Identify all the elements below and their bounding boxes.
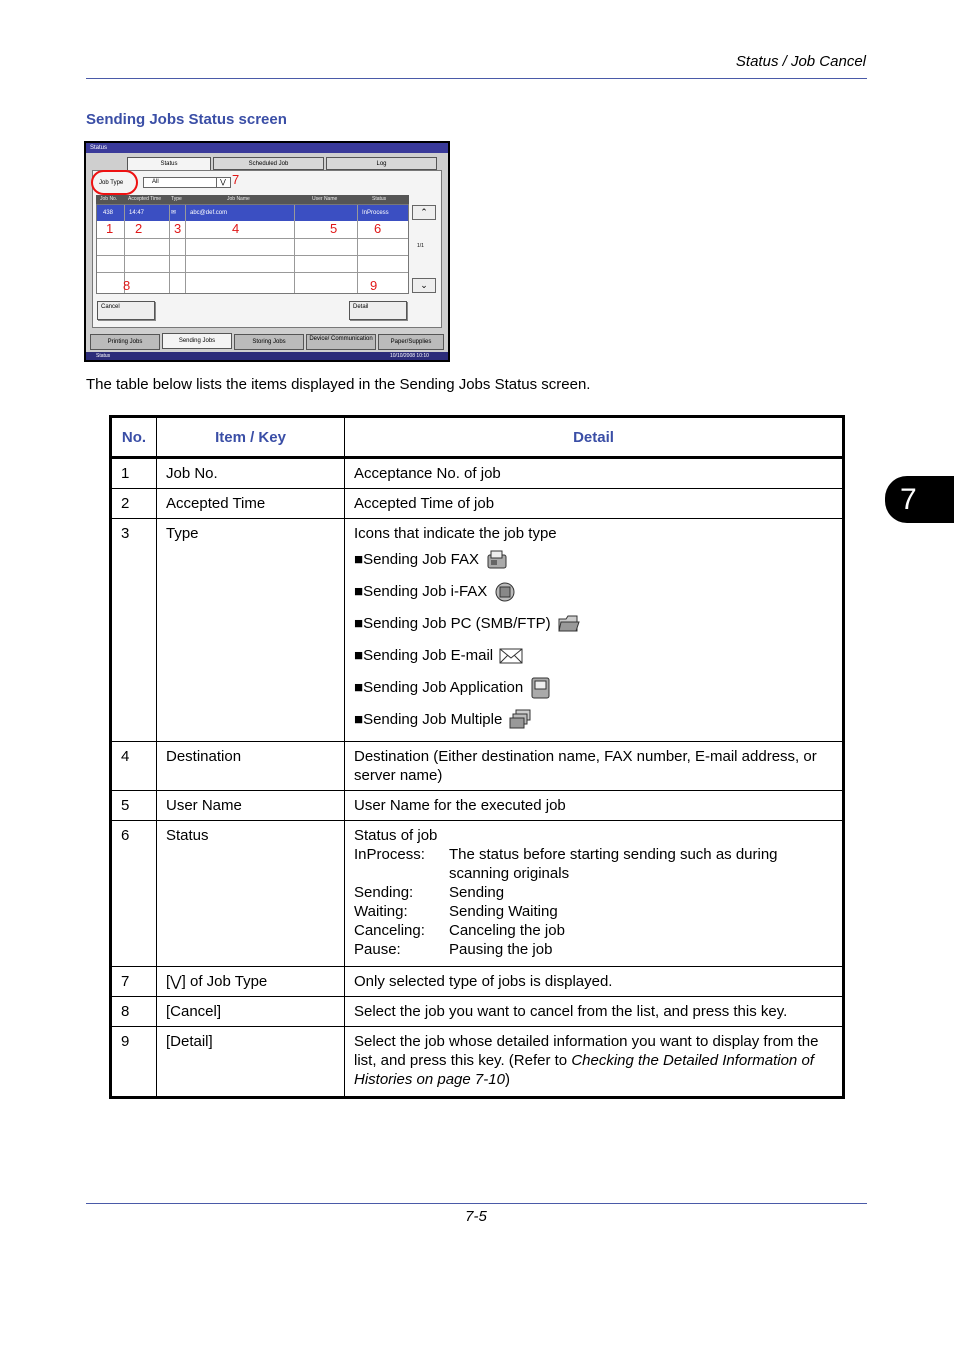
- detail-button[interactable]: Detail: [349, 301, 407, 320]
- status-entry: [354, 921, 833, 940]
- cell-no: 4: [111, 742, 157, 791]
- email-icon: [499, 645, 523, 667]
- tab-printing-jobs[interactable]: Printing Jobs: [90, 334, 160, 350]
- col-job-name: Job Name: [227, 196, 250, 202]
- chevron-down-icon: ⋁: [170, 973, 182, 989]
- scroll-up-button[interactable]: [412, 205, 436, 220]
- chapter-tab: 7: [885, 476, 954, 523]
- status-entry: [354, 902, 833, 921]
- status-value: Sending Waiting: [449, 903, 558, 920]
- status-key: Pause:: [354, 941, 401, 958]
- screen-titlebar: Status: [86, 143, 448, 153]
- icon-entry-label: Sending Job i-FAX: [363, 583, 488, 600]
- row-job-no: 438: [103, 210, 114, 216]
- cell-detail: Only selected type of jobs is displayed.: [345, 967, 844, 997]
- footer-rule: [86, 1203, 867, 1204]
- callout-7: 7: [232, 172, 240, 187]
- chevron-down-icon: ⌄: [420, 280, 428, 290]
- tab-paper-supplies[interactable]: Paper/Supplies: [378, 334, 444, 350]
- col-user-name: User Name: [312, 196, 338, 202]
- status-key: Sending:: [354, 884, 414, 901]
- cell-item: [Cancel]: [157, 997, 345, 1027]
- col-divider: [169, 205, 170, 293]
- job-list-header: [96, 195, 409, 204]
- cell-item: Destination: [157, 742, 345, 791]
- cell-detail: Acceptance No. of job: [345, 458, 844, 489]
- status-entry: [354, 883, 833, 902]
- cross-reference-link[interactable]: Checking the Detailed Information of Histories on page 7-10: [354, 1052, 814, 1088]
- tab-storing-jobs[interactable]: Storing Jobs: [234, 334, 304, 350]
- cell-item: Status: [157, 821, 345, 967]
- callout-6: 6: [374, 221, 382, 236]
- ifax-icon: [493, 581, 517, 603]
- table-row: [111, 742, 844, 791]
- cell-detail: Select the job you want to cancel from the list, and press this key.: [345, 997, 844, 1027]
- tab-log[interactable]: Log: [326, 157, 437, 170]
- bracket-open: [: [166, 973, 171, 990]
- cell-no: 8: [111, 997, 157, 1027]
- col-type: Type: [171, 196, 182, 202]
- job-row-selected[interactable]: [97, 205, 408, 221]
- cell-no: 5: [111, 791, 157, 821]
- intro-text: The table below lists the items displayed in the Sending Jobs Status screen.: [86, 376, 591, 393]
- icon-entry: ■ Sending Job Multiple: [354, 704, 833, 736]
- callout-circle: [91, 170, 138, 195]
- table-row: [111, 821, 844, 967]
- row-time: 14:47: [129, 210, 145, 216]
- row-divider: [97, 238, 408, 239]
- status-value: The status before starting sending such as during scanning originals: [449, 846, 778, 882]
- cell-no: 6: [111, 821, 157, 967]
- callout-2: 2: [135, 221, 143, 236]
- type-detail-text: Icons that indicate the job type: [354, 525, 557, 542]
- cell-no: 7: [111, 967, 157, 997]
- row-status: InProcess: [362, 210, 389, 216]
- icon-entry: ■ Sending Job Application: [354, 672, 833, 704]
- table-row: [111, 489, 844, 519]
- cell-item: Type: [157, 519, 345, 742]
- status-value: Sending: [449, 884, 505, 901]
- table-row: [111, 791, 844, 821]
- icon-entry: ■ Sending Job E-mail: [354, 640, 833, 672]
- header-detail: Detail: [345, 417, 844, 458]
- cell-no: 9: [111, 1027, 157, 1098]
- multiple-icon: [508, 709, 532, 731]
- icon-entry: ■ Sending Job i-FAX: [354, 576, 833, 608]
- cell-item: Accepted Time: [157, 489, 345, 519]
- icon-entry-label: Sending Job Multiple: [363, 711, 503, 728]
- col-divider: [357, 205, 358, 293]
- callout-1: 1: [106, 221, 114, 236]
- cell-detail: Destination (Either destination name, FAX number, E-mail address, or server name): [345, 742, 844, 791]
- status-detail-text: Status of job: [354, 827, 438, 844]
- cell-no: 1: [111, 458, 157, 489]
- detail-text: Select the job whose detailed information you want to display from the list, and press this key. (Refer to: [354, 1033, 819, 1069]
- row-divider: [97, 272, 408, 273]
- row-destination: abc@def.com: [190, 210, 228, 216]
- cell-detail: Accepted Time of job: [345, 489, 844, 519]
- tab-status[interactable]: Status: [127, 157, 211, 171]
- section-title: Sending Jobs Status screen: [86, 111, 287, 128]
- cell-item: [157, 967, 345, 997]
- table-row: [111, 967, 844, 997]
- cell-detail: [345, 519, 844, 742]
- status-value: Canceling the job: [449, 922, 565, 939]
- items-table: [109, 415, 845, 1099]
- scroll-down-button[interactable]: [412, 278, 436, 293]
- icon-entry-label: Sending Job E-mail: [363, 647, 494, 664]
- table-header-row: [111, 417, 844, 458]
- datetime: 10/10/2008 10:10: [390, 353, 429, 359]
- icon-entry-label: Sending Job Application: [363, 679, 524, 696]
- item-suffix: ] of Job Type: [181, 973, 268, 990]
- chevron-up-icon: ⌃: [420, 207, 428, 217]
- job-list[interactable]: [96, 204, 409, 294]
- col-job-no: Job No.: [100, 196, 118, 202]
- fax-icon: [485, 549, 509, 571]
- tab-scheduled-job[interactable]: Scheduled Job: [213, 157, 324, 170]
- job-type-value: All: [152, 179, 159, 185]
- status-value: Pausing the job: [449, 941, 553, 958]
- icon-entry-label: Sending Job FAX: [363, 551, 479, 568]
- table-row: [111, 519, 844, 742]
- cell-no: 3: [111, 519, 157, 742]
- cell-no: 2: [111, 489, 157, 519]
- chevron-down-icon[interactable]: ⋁: [216, 178, 229, 187]
- table-row: [111, 997, 844, 1027]
- screen-status-bar: [86, 352, 448, 360]
- col-divider: [185, 205, 186, 293]
- cell-item: User Name: [157, 791, 345, 821]
- status-label[interactable]: Status: [96, 353, 111, 359]
- col-status: Status: [372, 196, 387, 202]
- job-type-select[interactable]: [143, 177, 231, 188]
- cell-item: Job No.: [157, 458, 345, 489]
- status-key: Canceling:: [354, 922, 425, 939]
- header-no: No.: [111, 417, 157, 458]
- cell-detail: User Name for the executed job: [345, 791, 844, 821]
- status-key: Waiting:: [354, 903, 408, 920]
- table-row: [111, 458, 844, 489]
- col-divider: [294, 205, 295, 293]
- col-accepted-time: Accepted Time: [128, 196, 162, 202]
- header-rule: [86, 78, 867, 79]
- callout-4: 4: [232, 221, 240, 236]
- icon-entry-label: Sending Job PC (SMB/FTP): [363, 615, 551, 632]
- detail-text-end: ): [504, 1071, 510, 1088]
- cell-detail: [345, 1027, 844, 1098]
- callout-5: 5: [330, 221, 338, 236]
- tab-device-communication[interactable]: Device/ Communication: [306, 334, 376, 350]
- running-header: Status / Job Cancel: [735, 53, 866, 70]
- callout-9: 9: [370, 278, 378, 293]
- cell-item: [Detail]: [157, 1027, 345, 1098]
- status-entry: [354, 845, 833, 883]
- tab-sending-jobs[interactable]: Sending Jobs: [162, 333, 232, 349]
- status-key: InProcess:: [354, 846, 425, 863]
- email-job-icon: ✉: [171, 210, 177, 216]
- table-row: [111, 1027, 844, 1098]
- screen-illustration: [84, 141, 450, 362]
- cell-detail: [345, 821, 844, 967]
- callout-8: 8: [123, 278, 131, 293]
- header-item-key: Item / Key: [157, 417, 345, 458]
- job-type-label: Job Type: [99, 180, 124, 186]
- cancel-button[interactable]: Cancel: [97, 301, 155, 320]
- callout-3: 3: [174, 221, 182, 236]
- page-number: 7-5: [465, 1208, 487, 1225]
- status-entry: [354, 940, 833, 959]
- icon-entry: ■ Sending Job PC (SMB/FTP): [354, 608, 833, 640]
- row-divider: [97, 255, 408, 256]
- page-indicator: 1/1: [417, 243, 424, 249]
- icon-entry: ■ Sending Job FAX: [354, 544, 833, 576]
- folder-icon: [557, 613, 581, 635]
- application-icon: [529, 677, 553, 699]
